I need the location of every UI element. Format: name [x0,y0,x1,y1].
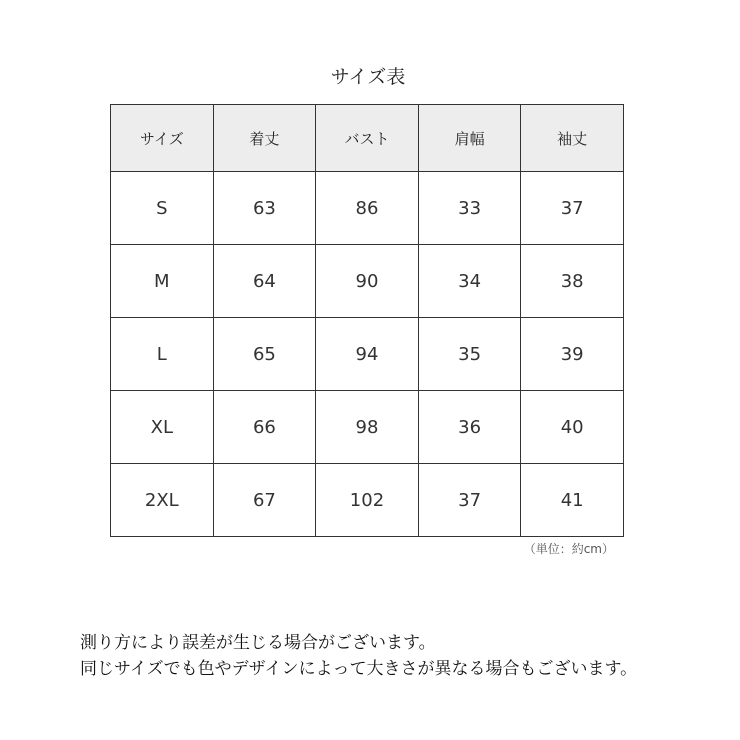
cell-sleeve: 41 [521,464,624,537]
table-header-row [111,105,624,172]
cell-sleeve: 38 [521,245,624,318]
cell-shoulder: 34 [418,245,521,318]
column-header-bust: バスト [316,105,419,172]
unit-note: （単位：約cm） [523,542,614,556]
cell-sleeve: 39 [521,318,624,391]
cell-bust: 94 [316,318,419,391]
table-row [111,391,624,464]
cell-size: M [111,245,214,318]
table-row [111,172,624,245]
table-row [111,318,624,391]
column-header-length: 着丈 [213,105,316,172]
page-title: サイズ表 [330,66,406,88]
column-header-sleeve: 袖丈 [521,105,624,172]
cell-sleeve: 40 [521,391,624,464]
cell-length: 66 [213,391,316,464]
cell-shoulder: 35 [418,318,521,391]
size-table [110,104,624,537]
cell-bust: 86 [316,172,419,245]
cell-bust: 98 [316,391,419,464]
cell-bust: 102 [316,464,419,537]
note-line: 同じサイズでも色やデザインによって大きさが異なる場合もございます。 [80,659,638,679]
cell-size: S [111,172,214,245]
cell-length: 65 [213,318,316,391]
table-row [111,245,624,318]
cell-shoulder: 37 [418,464,521,537]
cell-sleeve: 37 [521,172,624,245]
cell-shoulder: 36 [418,391,521,464]
cell-size: L [111,318,214,391]
cell-length: 64 [213,245,316,318]
cell-length: 63 [213,172,316,245]
cell-size: 2XL [111,464,214,537]
column-header-size: サイズ [111,105,214,172]
cell-size: XL [111,391,214,464]
cell-length: 67 [213,464,316,537]
notes [80,630,637,682]
cell-bust: 90 [316,245,419,318]
cell-shoulder: 33 [418,172,521,245]
table-row [111,464,624,537]
column-header-shoulder: 肩幅 [418,105,521,172]
note-line: 測り方により誤差が生じる場合がございます。 [80,633,436,653]
